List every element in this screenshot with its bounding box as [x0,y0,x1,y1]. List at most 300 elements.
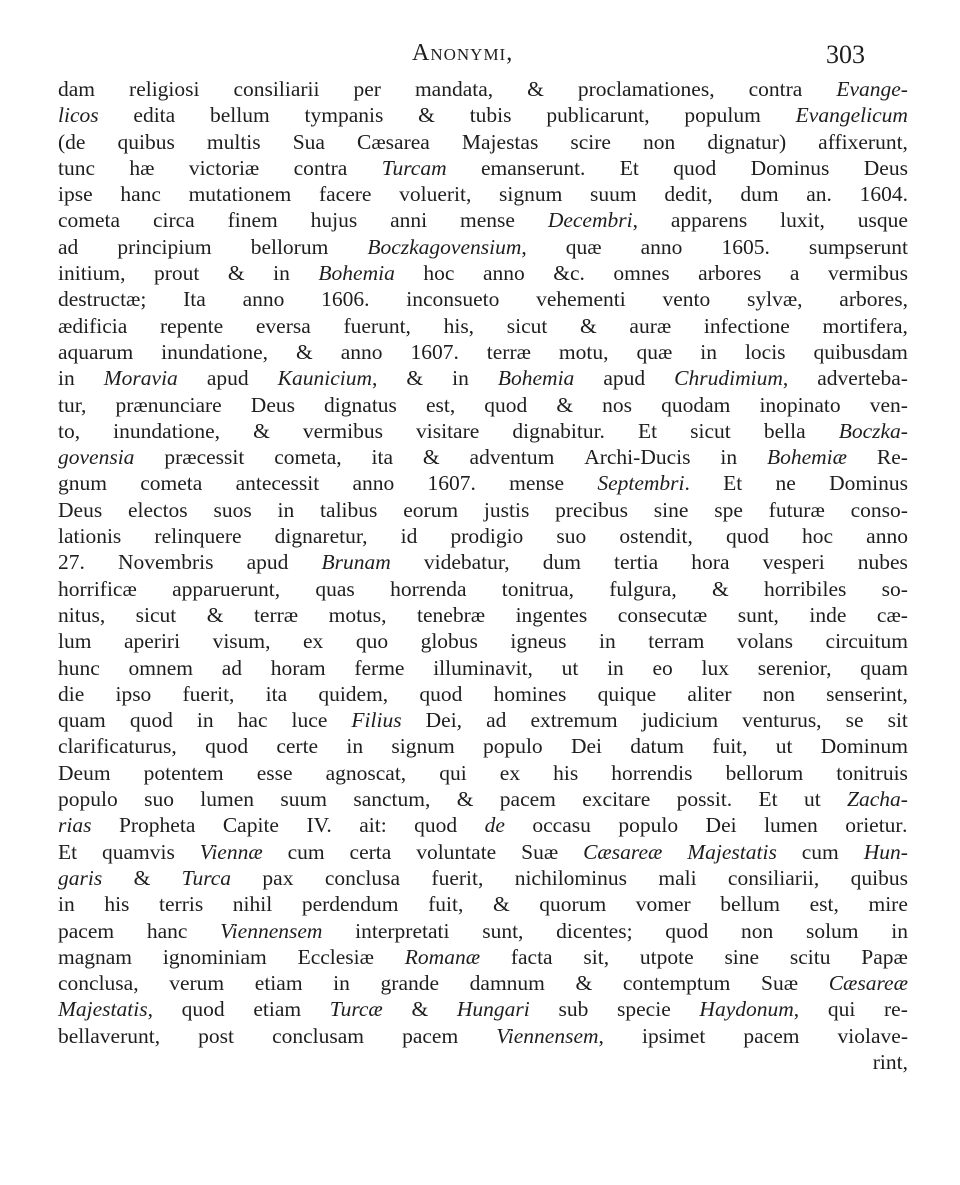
word: luce [291,708,328,733]
word: in [607,655,624,680]
word: Bohemia [497,366,575,391]
word: sit [887,708,908,733]
word: videbatur, [423,550,510,575]
word: anno [242,287,285,312]
word: Bohemia [318,261,395,286]
word: quæ [636,339,673,364]
text-line [58,812,908,838]
word: igneus [510,629,567,654]
word: Evange- [836,77,908,101]
text-line [58,313,908,339]
word: Deum [58,760,111,785]
text-line [58,497,908,523]
word: etiam [254,971,303,996]
text-line [58,392,908,418]
word: omnem [128,655,193,680]
word: Hun- [863,839,908,864]
word: per [353,77,381,101]
word: fuerunt, [343,313,411,338]
word: anno [482,261,525,286]
text-line [58,970,908,996]
text-line [58,839,908,865]
word: in [58,366,75,391]
word: non [762,681,795,706]
word: in [891,918,908,943]
word: &c. [553,261,585,286]
word: contra [748,77,803,101]
word: extremum [530,708,618,733]
word: fulgura, [609,576,677,601]
word: suum [590,182,637,207]
word: Dei [570,734,602,759]
word: Sua [292,129,325,154]
word: & [206,602,224,627]
word: clarificaturus, [58,734,177,759]
word: Deus [250,392,295,417]
word: hac [237,708,268,733]
word: populo [58,787,118,812]
word: quam [58,708,106,733]
word: Septembri. [597,471,690,496]
word: ad [486,708,507,733]
word: ut [775,734,793,759]
text-line [58,155,908,181]
word: sumpserunt [808,234,908,259]
word: publicarunt, [546,103,650,128]
word: potentem [143,760,224,785]
word: nubes [857,550,908,575]
word: inconsueto [406,287,500,312]
word: Boczkagovensium, [367,234,527,259]
word: mandata, [414,77,494,101]
word: visum, [212,629,271,654]
word: pacem [743,1023,800,1048]
word: victoriæ [188,155,260,180]
word: Bohemiæ [766,445,847,470]
word: Majestatis, [58,997,153,1022]
word: quibusdam [813,339,908,364]
word: & [712,576,729,601]
word: garis [58,865,103,890]
word: suo [556,524,587,549]
word: conclusa, [58,971,139,996]
word: apud [603,366,646,391]
word: senserint, [826,681,908,706]
word: vomer [635,892,691,917]
word: Et [723,471,743,496]
word: id [400,524,418,549]
word: bellum [210,103,270,128]
word: auræ [629,313,672,338]
word: 1607. [427,471,476,496]
word: repente [159,313,224,338]
word: damnum [469,971,545,996]
word: visitare [416,418,480,443]
word: se [845,708,864,733]
word: dicentes; [556,918,633,943]
word: bellum [720,892,781,917]
word: IV. [306,813,332,838]
word: cum [287,839,325,864]
word: magnam [58,944,133,969]
word: 1606. [321,287,370,312]
word: die [58,681,85,706]
word: non [741,918,774,943]
word: sub [558,997,589,1022]
word: horrendis [611,760,693,785]
word: anno [340,339,383,364]
word: circuitum [825,629,908,654]
word: aperiri [123,629,181,654]
word: quo [355,629,389,654]
word: Kaunicium, [277,366,378,391]
word: Capite [222,813,279,838]
word: mutationem [188,182,292,207]
word: rias [58,813,92,838]
word: dignaretur, [274,524,368,549]
word: violave- [837,1023,908,1048]
word: Moravia [103,366,178,391]
word: hoc [423,261,455,286]
word: illuminavit, [433,655,533,680]
word: a [789,261,800,286]
word: vehementi [536,287,626,312]
word: utpote [639,944,694,969]
word: quod [673,155,717,180]
word: Hungari [456,997,530,1022]
word: signum [499,182,563,207]
word: & [411,997,429,1022]
word: infectione [703,313,790,338]
word: mense [509,471,565,496]
word: in [277,497,295,522]
word: Turcam [381,155,447,180]
word: & [422,445,440,470]
word: Viennensem, [496,1023,604,1048]
word: ferme [354,655,405,680]
word: tympanis [304,103,384,128]
text-line [58,733,908,759]
word: motus, [328,602,387,627]
word: gnum [58,471,107,496]
word: quod [665,918,709,943]
text-line [58,207,908,233]
word: & [227,261,245,286]
word: Majestatis [687,839,777,864]
word: arbores, [839,287,908,312]
word: & [253,418,270,443]
word: datum [630,734,685,759]
word: Dei [705,813,737,838]
word: eo [652,655,673,680]
word: quorum [539,892,607,917]
word: ad [221,655,242,680]
word: pacem [58,918,115,943]
text-line [58,76,908,102]
word: in [346,734,364,759]
word: voluerit, [399,182,472,207]
word: fuit, [428,892,464,917]
word: in [196,708,214,733]
word: Haydonum, [699,997,800,1022]
word: Deus [58,497,103,522]
word: ignominiam [162,944,267,969]
word: & [133,865,151,890]
word: agnoscat, [325,760,407,785]
word: scire [570,129,611,154]
word: Turca [181,865,232,890]
word: spe [714,497,743,522]
word: sicut [506,313,548,338]
text-line [58,523,908,549]
word: nitus, [58,602,106,627]
running-head: Anonymi, [412,40,514,66]
word: suo [144,787,174,812]
word: & [575,971,593,996]
word: venturus, [742,708,822,733]
word: Propheta [118,813,196,838]
word: ait: [359,813,387,838]
word: vermibus [302,418,383,443]
word: quamvis [102,839,175,864]
word: in [599,629,616,654]
word: horrenda [390,576,467,601]
word: Zacha- [847,787,908,812]
word: certa [349,839,392,864]
text-line [58,602,908,628]
word: Et [58,839,78,864]
word: Viennensem [220,918,323,943]
word: quod [419,681,463,706]
word: Dominum [820,734,908,759]
word: 1604. [859,182,908,207]
text-line [58,129,908,155]
word: anno [866,524,908,549]
word: hora [691,550,730,575]
word: est, [809,892,839,917]
word: inde [809,602,847,627]
word: justis [483,497,530,522]
word: orietur. [845,813,908,838]
text-line [58,707,908,733]
word: sine [653,497,689,522]
text-line [58,681,908,707]
word: usque [857,208,908,233]
word: præcessit [164,445,245,470]
word: voluntate [416,839,497,864]
word: Cæsareæ [583,839,663,864]
word: nichilominus [514,865,627,890]
word: mortifera, [822,313,908,338]
word: Dei, [425,708,463,733]
word: affixerunt, [818,129,908,154]
word: aliter [687,681,732,706]
word: Suæ [521,839,559,864]
word: etiam [253,997,302,1022]
word: Romanæ [404,944,481,969]
text-line [58,339,908,365]
word: vento [662,287,711,312]
word: populo [482,734,543,759]
word: apparens [670,208,748,233]
word: anni [390,208,428,233]
word: perdendum [301,892,399,917]
word: nos [602,392,633,417]
word: quod [414,813,458,838]
word: vermibus [827,261,908,286]
word: cum [801,839,839,864]
word: Re- [876,445,908,470]
word: ven- [869,392,908,417]
word: dum [740,182,779,207]
word: ex [499,760,521,785]
word: in [333,971,350,996]
word: sicut [135,602,177,627]
word: ita [265,681,288,706]
word: & [406,366,424,391]
word: his [104,892,130,917]
word: ostendit, [619,524,693,549]
word: grande [380,971,440,996]
word: quæ [565,234,602,259]
word: in [58,892,75,917]
word: pax [262,865,294,890]
word: prout [154,261,200,286]
word: quod [484,392,528,417]
word: sylvæ, [746,287,803,312]
word: cæ- [876,602,908,627]
word: Ita [183,287,206,312]
word: anno [352,471,395,496]
word: ingentes [515,602,588,627]
word: ædificia [58,313,128,338]
word: locis [744,339,786,364]
word: esse [256,760,293,785]
word: fuerit, [182,681,235,706]
word: Et [619,155,639,180]
word: Majestas [461,129,539,154]
word: lumen [200,787,255,812]
word: consecutæ [617,602,708,627]
word: electos [127,497,188,522]
word: Boczka- [838,418,908,443]
text-line [58,234,908,260]
word: ipse [58,182,93,207]
word: mire [868,892,908,917]
word: ipsimet [641,1023,706,1048]
word: mense [460,208,515,233]
word: quas [315,576,355,601]
word: circa [152,208,195,233]
word: certe [276,734,319,759]
word: est, [425,392,456,417]
word: arbores [698,261,762,286]
word: facta [510,944,553,969]
word: facere [318,182,372,207]
word: & [418,103,435,128]
word: tunc [58,155,96,180]
word: destructæ; [58,287,147,312]
word: an. [806,182,832,207]
word: mali [658,865,697,890]
word: tonitruis [836,760,908,785]
word: dum [542,550,581,575]
word: Decembri, [547,208,638,233]
word: in [700,339,717,364]
word: sunt, [482,918,524,943]
word: antecessit [235,471,320,496]
word: dedit, [664,182,713,207]
text-line [58,181,908,207]
word: & [580,313,597,338]
word: & [556,392,574,417]
word: populo [618,813,679,838]
word: contemptum [622,971,731,996]
word: omnes [613,261,670,286]
word: scitu [789,944,831,969]
word: hujus [310,208,358,233]
word: signum [391,734,455,759]
word: ad [58,234,79,259]
word: (de [58,129,86,154]
text-line [58,944,908,970]
word: possit. [676,787,733,812]
word: re- [884,997,908,1022]
word: ut [561,655,579,680]
word: prodigio [450,524,524,549]
word: Ecclesiæ [297,944,374,969]
word: conso- [850,497,908,522]
word: hanc [120,182,161,207]
word: horrificæ [58,576,137,601]
word: to, [58,418,81,443]
word: globus [420,629,478,654]
word: qui [439,760,467,785]
word: quod [181,997,225,1022]
word: Filius [351,708,402,733]
text-line [58,444,908,470]
word: inopinato [759,392,841,417]
word: adverteba- [817,366,908,391]
word: 1605. [721,234,770,259]
word: consiliarii, [727,865,820,890]
word: tenebræ [417,602,486,627]
word: qui [827,997,856,1022]
word: Deus [863,155,908,180]
word: quique [597,681,657,706]
word: vesperi [762,550,825,575]
word: Et [638,418,658,443]
text-line [58,286,908,312]
word: apud [246,550,289,575]
word: lumen [764,813,818,838]
word: sunt, [737,602,779,627]
word: initium, [58,261,126,286]
word: sit, [583,944,610,969]
word: so- [881,576,908,601]
word: Dominus [750,155,830,180]
text-line [58,365,908,391]
word: populum [684,103,761,128]
word: bellorum [725,760,804,785]
word: quodam [661,392,731,417]
word: ne [775,471,796,496]
word: serenior, [757,655,832,680]
text-line [58,260,908,286]
word: adventum [469,445,555,470]
word: hanc [146,918,188,943]
word: & [296,339,313,364]
